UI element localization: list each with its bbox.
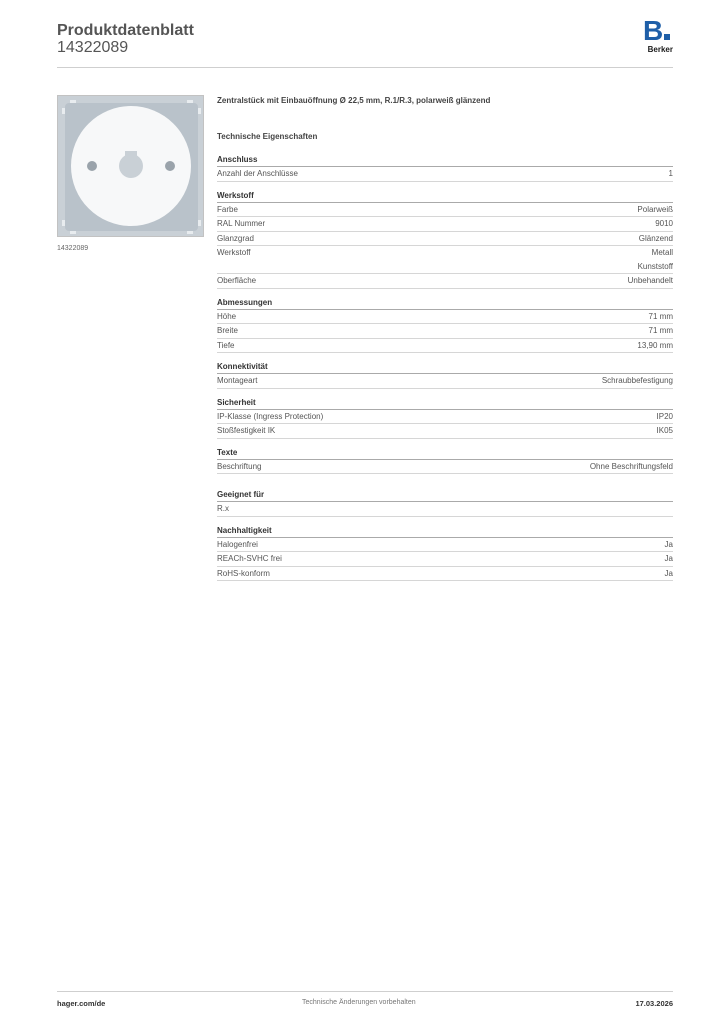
property-label: Anzahl der Anschlüsse [217, 169, 298, 178]
property-row [217, 567, 673, 582]
property-row [217, 552, 673, 567]
property-row [217, 424, 673, 439]
property-group [217, 524, 673, 582]
property-row [217, 374, 673, 389]
page-title: Produktdatenblatt [57, 22, 194, 39]
property-value [665, 538, 673, 552]
property-value-line: IP20 [656, 411, 673, 421]
footer-disclaimer: Technische Änderungen vorbehalten [302, 999, 416, 1006]
group-title: Nachhaltigkeit [217, 524, 673, 538]
property-row [217, 460, 673, 475]
property-row [217, 339, 673, 354]
property-value-line: Ja [664, 554, 673, 563]
property-label: Glanzgrad [217, 233, 254, 243]
property-row [217, 538, 673, 553]
property-label: Oberfläche [217, 276, 257, 285]
property-value-line: Ja [664, 539, 673, 549]
property-value-line: Kunststoff [637, 261, 673, 271]
property-value-line: 71 mm [648, 326, 673, 335]
property-value-line: Unbehandelt [627, 276, 673, 285]
group-title: Konnektivität [217, 360, 673, 374]
property-value [657, 410, 673, 424]
section-title: Technische Eigenschaften [217, 132, 318, 141]
property-row [217, 410, 673, 425]
property-value-line: Glänzend [638, 233, 673, 243]
property-value [638, 246, 673, 273]
page-footer [57, 991, 673, 1011]
image-caption: 14322089 [57, 245, 89, 252]
group-title: Werkstoff [217, 189, 673, 203]
property-group [217, 360, 673, 389]
property-row [217, 324, 673, 339]
property-value-line: Ja [664, 568, 673, 578]
property-value-line: Ohne Beschriftungsfeld [589, 461, 673, 471]
group-title: Sicherheit [217, 396, 673, 410]
property-value [649, 324, 673, 338]
product-details [217, 92, 673, 581]
property-value-line: Polarweiß [637, 204, 673, 214]
property-label: Tiefe [217, 340, 235, 350]
property-label: R.x [217, 504, 229, 513]
property-label: IP-Klasse (Ingress Protection) [217, 411, 324, 421]
property-label: Werkstoff [217, 248, 251, 257]
property-label: REACh-SVHC frei [217, 554, 282, 563]
page-header [57, 16, 673, 68]
property-value-line: Schraubbefestigung [601, 376, 673, 385]
group-title: Anschluss [217, 153, 673, 167]
property-value-line: 13,90 mm [637, 340, 673, 350]
property-row [217, 167, 673, 182]
property-row [217, 246, 673, 274]
group-title: Abmessungen [217, 296, 673, 310]
group-title: Texte [217, 446, 673, 460]
property-value [590, 460, 673, 474]
property-row [217, 203, 673, 218]
property-label: Montageart [217, 376, 258, 385]
article-number: 14322089 [57, 39, 129, 56]
property-group [217, 446, 673, 475]
property-label: RAL Nummer [217, 219, 266, 228]
property-label: Höhe [217, 311, 237, 321]
svg-text:B: B [643, 16, 664, 46]
property-groups [217, 153, 673, 581]
property-value [639, 232, 673, 246]
property-row [217, 217, 673, 232]
property-row [217, 232, 673, 247]
property-value [649, 310, 673, 324]
property-group [217, 396, 673, 439]
property-label: Breite [217, 326, 238, 335]
footer-date: 17.03.2026 [635, 999, 673, 1008]
property-label: RoHS-konform [217, 568, 270, 578]
brand-name: Berker [647, 45, 673, 54]
product-photo [57, 95, 204, 237]
property-value-line: Metall [651, 248, 673, 257]
footer-website: hager.com/de [57, 999, 106, 1008]
property-value [637, 339, 673, 353]
property-group [217, 488, 673, 517]
property-value [665, 567, 673, 581]
group-title: Geeignet für [217, 488, 673, 502]
central-plate-illustration [58, 96, 204, 237]
property-label: Halogenfrei [217, 539, 258, 549]
property-value [602, 374, 673, 388]
property-value [669, 167, 673, 181]
property-value-line: IK05 [656, 426, 673, 435]
property-label: Beschriftung [217, 461, 262, 471]
property-value [628, 274, 673, 288]
property-label: Farbe [217, 204, 238, 214]
property-group [217, 189, 673, 289]
property-group [217, 153, 673, 182]
property-row [217, 310, 673, 325]
property-row [217, 502, 673, 517]
property-value [637, 203, 673, 217]
property-group [217, 296, 673, 354]
property-value [665, 552, 673, 566]
property-value-line: 71 mm [648, 311, 673, 321]
property-row [217, 274, 673, 289]
product-description: Zentralstück mit Einbauöffnung Ø 22,5 mm, R.1/R.3, polarweiß glänzend [217, 96, 491, 105]
property-value-line: 9010 [655, 219, 673, 228]
property-value [657, 424, 673, 438]
property-value-line: 1 [668, 169, 673, 178]
property-value [655, 217, 673, 231]
property-label: Stoßfestigkeit IK [217, 426, 276, 435]
